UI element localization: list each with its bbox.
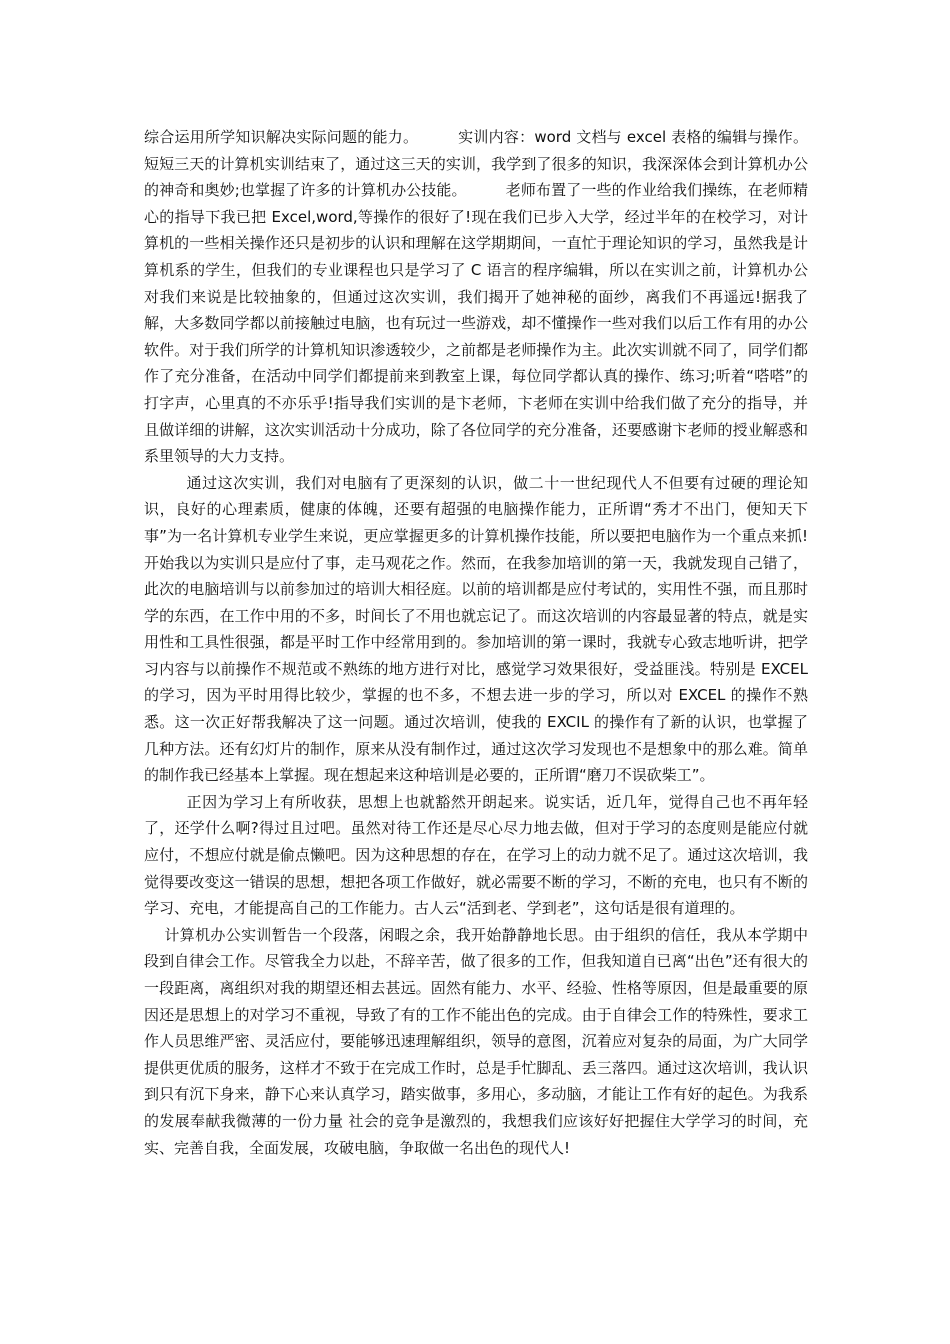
paragraph-1: 综合运用所学知识解决实际问题的能力。 实训内容：word 文档与 excel 表格的编辑与操作。 短短三天的计算机实训结束了，通过这三天的实训，我学到了很多的知识，我深深体会到计算机办公的神奇和奥妙;也掌握了许多的计算机办公技能。 老师布置了一些的作业给我们操练，在老师精心的指导下我已把 Excel,word,等操作的很好了!现在我们已步入大学，经过半年的在校学习，对计算机的一些相关操作还只是初步的认识和理解在这学期期间，一直忙于理论知识的学习，虽然我是计算机系的学生，但我们的专业课程也只是学习了 C 语言的程序编辑，所以在实训之前，计算机办公对我们来说是比较抽象的，但通过这次实训，我们揭开了她神秘的面纱，离我们不再遥远!据我了解，大多数同学都以前接触过电脑，也有玩过一些游戏，却不懂操作一些对我们以后工作有用的办公软件。对于我们所学的计算机知识渗透较少，之前都是老师操作为主。此次实训就不同了，同学们都作了充分准备，在活动中同学们都提前来到教室上课，每位同学都认真的操作、练习;听着“嗒嗒”的打字声，心里真的不亦乐乎!指导我们实训的是卞老师，卞老师在实训中给我们做了充分的指导，并且做详细的讲解，这次实训活动十分成功，除了各位同学的充分准备，还要感谢卞老师的授业解惑和系里领导的大力支持。 [144, 128, 847, 466]
paragraph-3: 正因为学习上有所收获，思想上也就豁然开朗起来。说实话，近几年，觉得自己也不再年轻了，还学什么啊?得过且过吧。虽然对待工作还是尽心尽力地去做，但对于学习的态度则是能应付就应付，不想应付就是偷点懒吧。因为这种思想的存在，在学习上的动力就不足了。通过这次培训，我觉得要改变这一错误的思想，想把各项工作做好，就必需要不断的学习，不断的充电，也只有不断的学习、充电，才能提高自己的工作能力。古人云“活到老、学到老”，这句话是很有道理的。 [144, 792, 808, 918]
document-body [144, 124, 847, 1161]
paragraph-4: 计算机办公实训暂告一个段落，闲暇之余，我开始静静地长思。由于组织的信任，我从本学期中段到自律会工作。尽管我全力以赴，不辞辛苦，做了很多的工作，但我知道自已离“出色”还有很大的一段距离，离组织对我的期望还相去甚远。固然有能力、水平、经验、性格等原因，但是最重要的原因还是思想上的对学习不重视，导致了有的工作不能出色的完成。由于自律会工作的特殊性，要求工作人员思维严密、灵活应付，要能够迅速理解组织，领导的意图，沉着应对复杂的局面，为广大同学提供更优质的服务，这样才不致于在完成工作时，总是手忙脚乱、丢三落四。通过这次培训，我认识到只有沉下身来，静下心来认真学习，踏实做事，多用心，多动脑，才能让工作有好的起色。为我系的发展奉献我微薄的一份力量 社会的竞争是激烈的，我想我们应该好好把握住大学学习的时间，充实、完善自我，全面发展，攻破电脑，争取做一名出色的现代人! [144, 925, 808, 1157]
paragraph-2: 通过这次实训，我们对电脑有了更深刻的认识，做二十一世纪现代人不但要有过硬的理论知识，良好的心理素质，健康的体魄，还要有超强的电脑操作能力，正所谓“秀才不出门，便知天下事”为一名计算机专业学生来说，更应掌握更多的计算机操作技能，所以要把电脑作为一个重点来抓! 开始我以为实训只是应付了事，走马观花之作。然而，在我参加培训的第一天，我就发现自己错了，此次的电脑培训与以前参加过的培训大相径庭。以前的培训都是应付考试的，实用性不强，而且那时学的东西，在工作中用的不多，时间长了不用也就忘记了。而这次培训的内容最显著的特点，就是实用性和工具性很强，都是平时工作中经常用到的。参加培训的第一课时，我就专心致志地听讲，把学习内容与以前操作不规范或不熟练的地方进行对比，感觉学习效果很好，受益匪浅。特别是 EXCEL的学习，因为平时用得比较少，掌握的也不多，不想去进一步的学习，所以对 EXCEL 的操作不熟悉。这一次正好帮我解决了这一问题。通过次培训，使我的 EXCIL 的操作有了新的认识，也掌握了几种方法。还有幻灯片的制作，原来从没有制作过，通过这次学习发现也不是想象中的那么难。简单的制作我已经基本上掌握。现在想起来这种培训是必要的，正所谓“磨刀不误砍柴工”。 [144, 473, 847, 785]
